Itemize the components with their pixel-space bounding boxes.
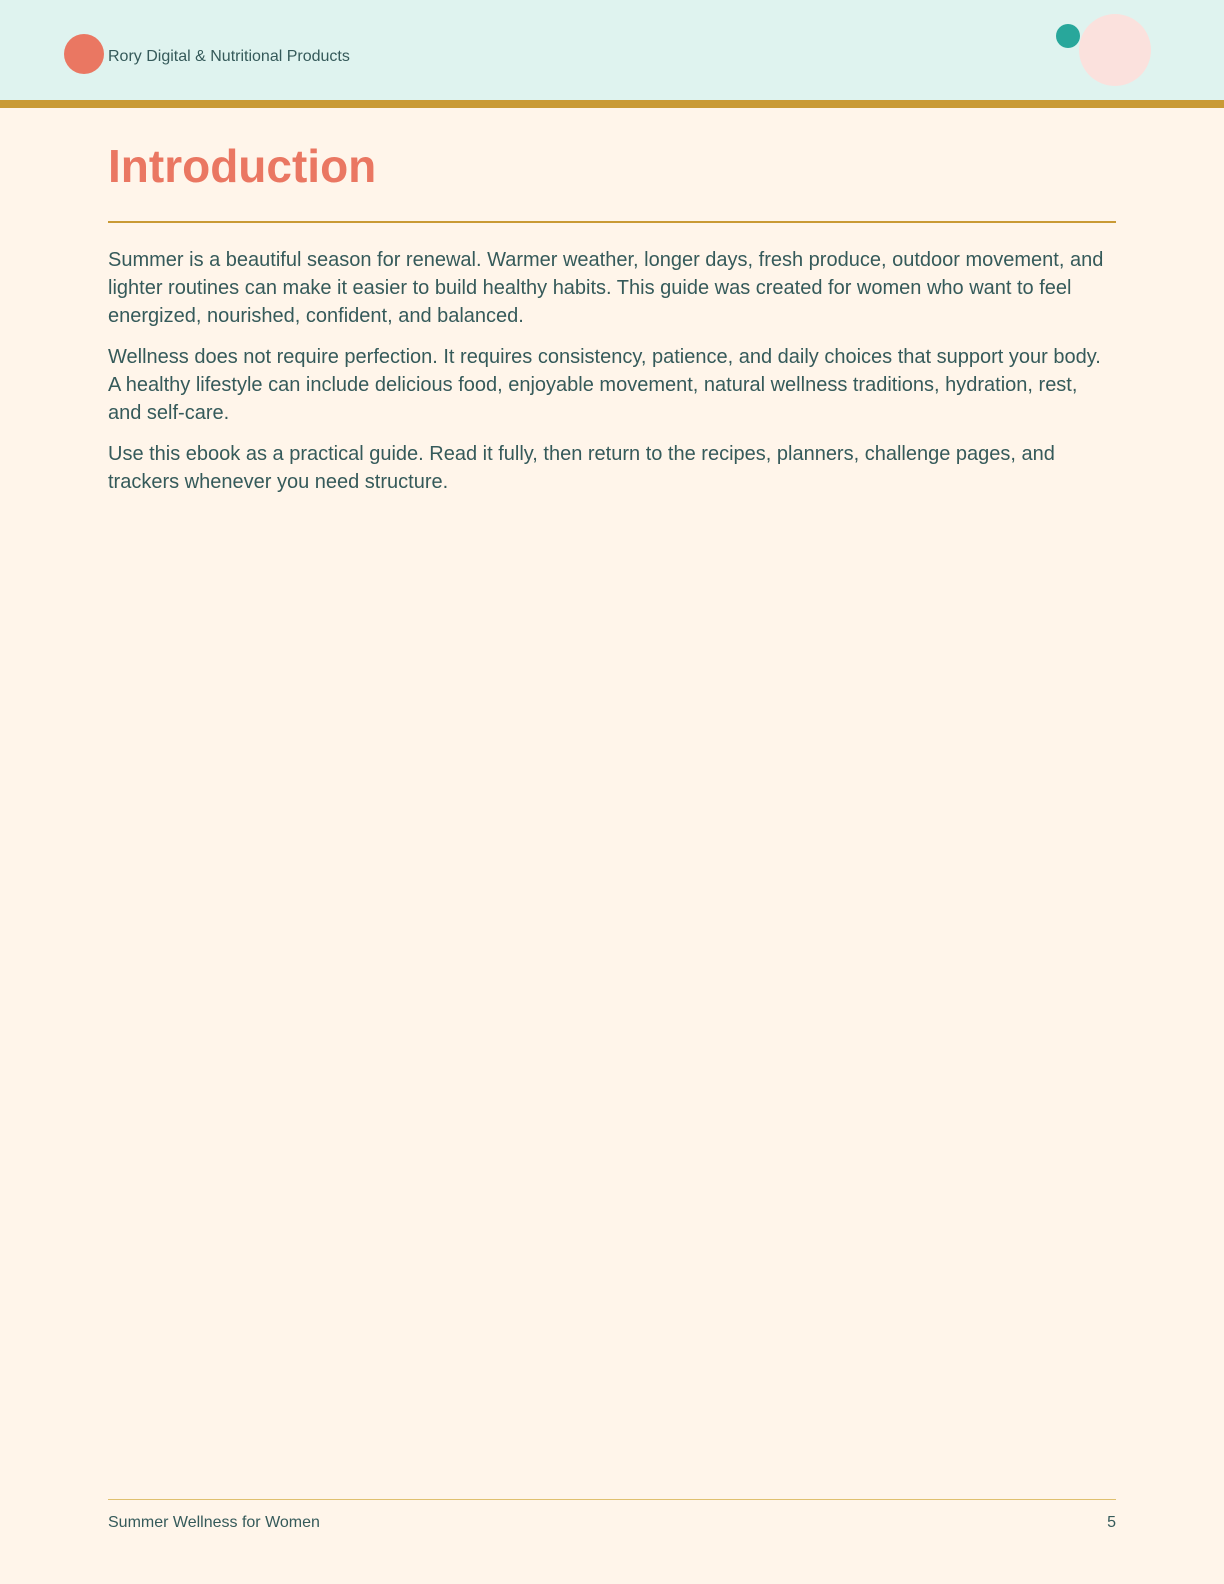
title-divider <box>108 221 1116 223</box>
brand-name: Rory Digital & Nutritional Products <box>108 48 350 65</box>
page-title: Introduction <box>108 140 377 192</box>
introduction-text <box>108 246 1116 496</box>
page-number: 5 <box>1107 1514 1116 1531</box>
introduction-paragraph-3: Use this ebook as a practical guide. Read it fully, then return to the recipes, planners, challenge pages, and trackers whenever you need structure. <box>108 443 1055 493</box>
brand-logo-dot <box>64 34 104 74</box>
page-content <box>108 108 1116 509</box>
introduction-paragraph-2: Wellness does not require perfection. It requires consistency, patience, and daily choices that support your body. A healthy lifestyle can include delicious food, enjoyable movement, natural wellness traditions, hydration, rest, and self-care. <box>108 346 1101 424</box>
footer-book-title: Summer Wellness for Women <box>108 1514 320 1531</box>
decorative-blush-circle <box>1079 14 1151 86</box>
header-gold-rule <box>0 100 1224 108</box>
page-header <box>0 0 1224 100</box>
footer-divider <box>108 1499 1116 1500</box>
decorative-teal-circle <box>1056 24 1080 48</box>
introduction-paragraph-1: Summer is a beautiful season for renewal. Warmer weather, longer days, fresh produce, outdoor movement, and lighter routines can make it easier to build healthy habits. This guide was created for women who want to feel energized, nourished, confident, and balanced. <box>108 249 1104 327</box>
